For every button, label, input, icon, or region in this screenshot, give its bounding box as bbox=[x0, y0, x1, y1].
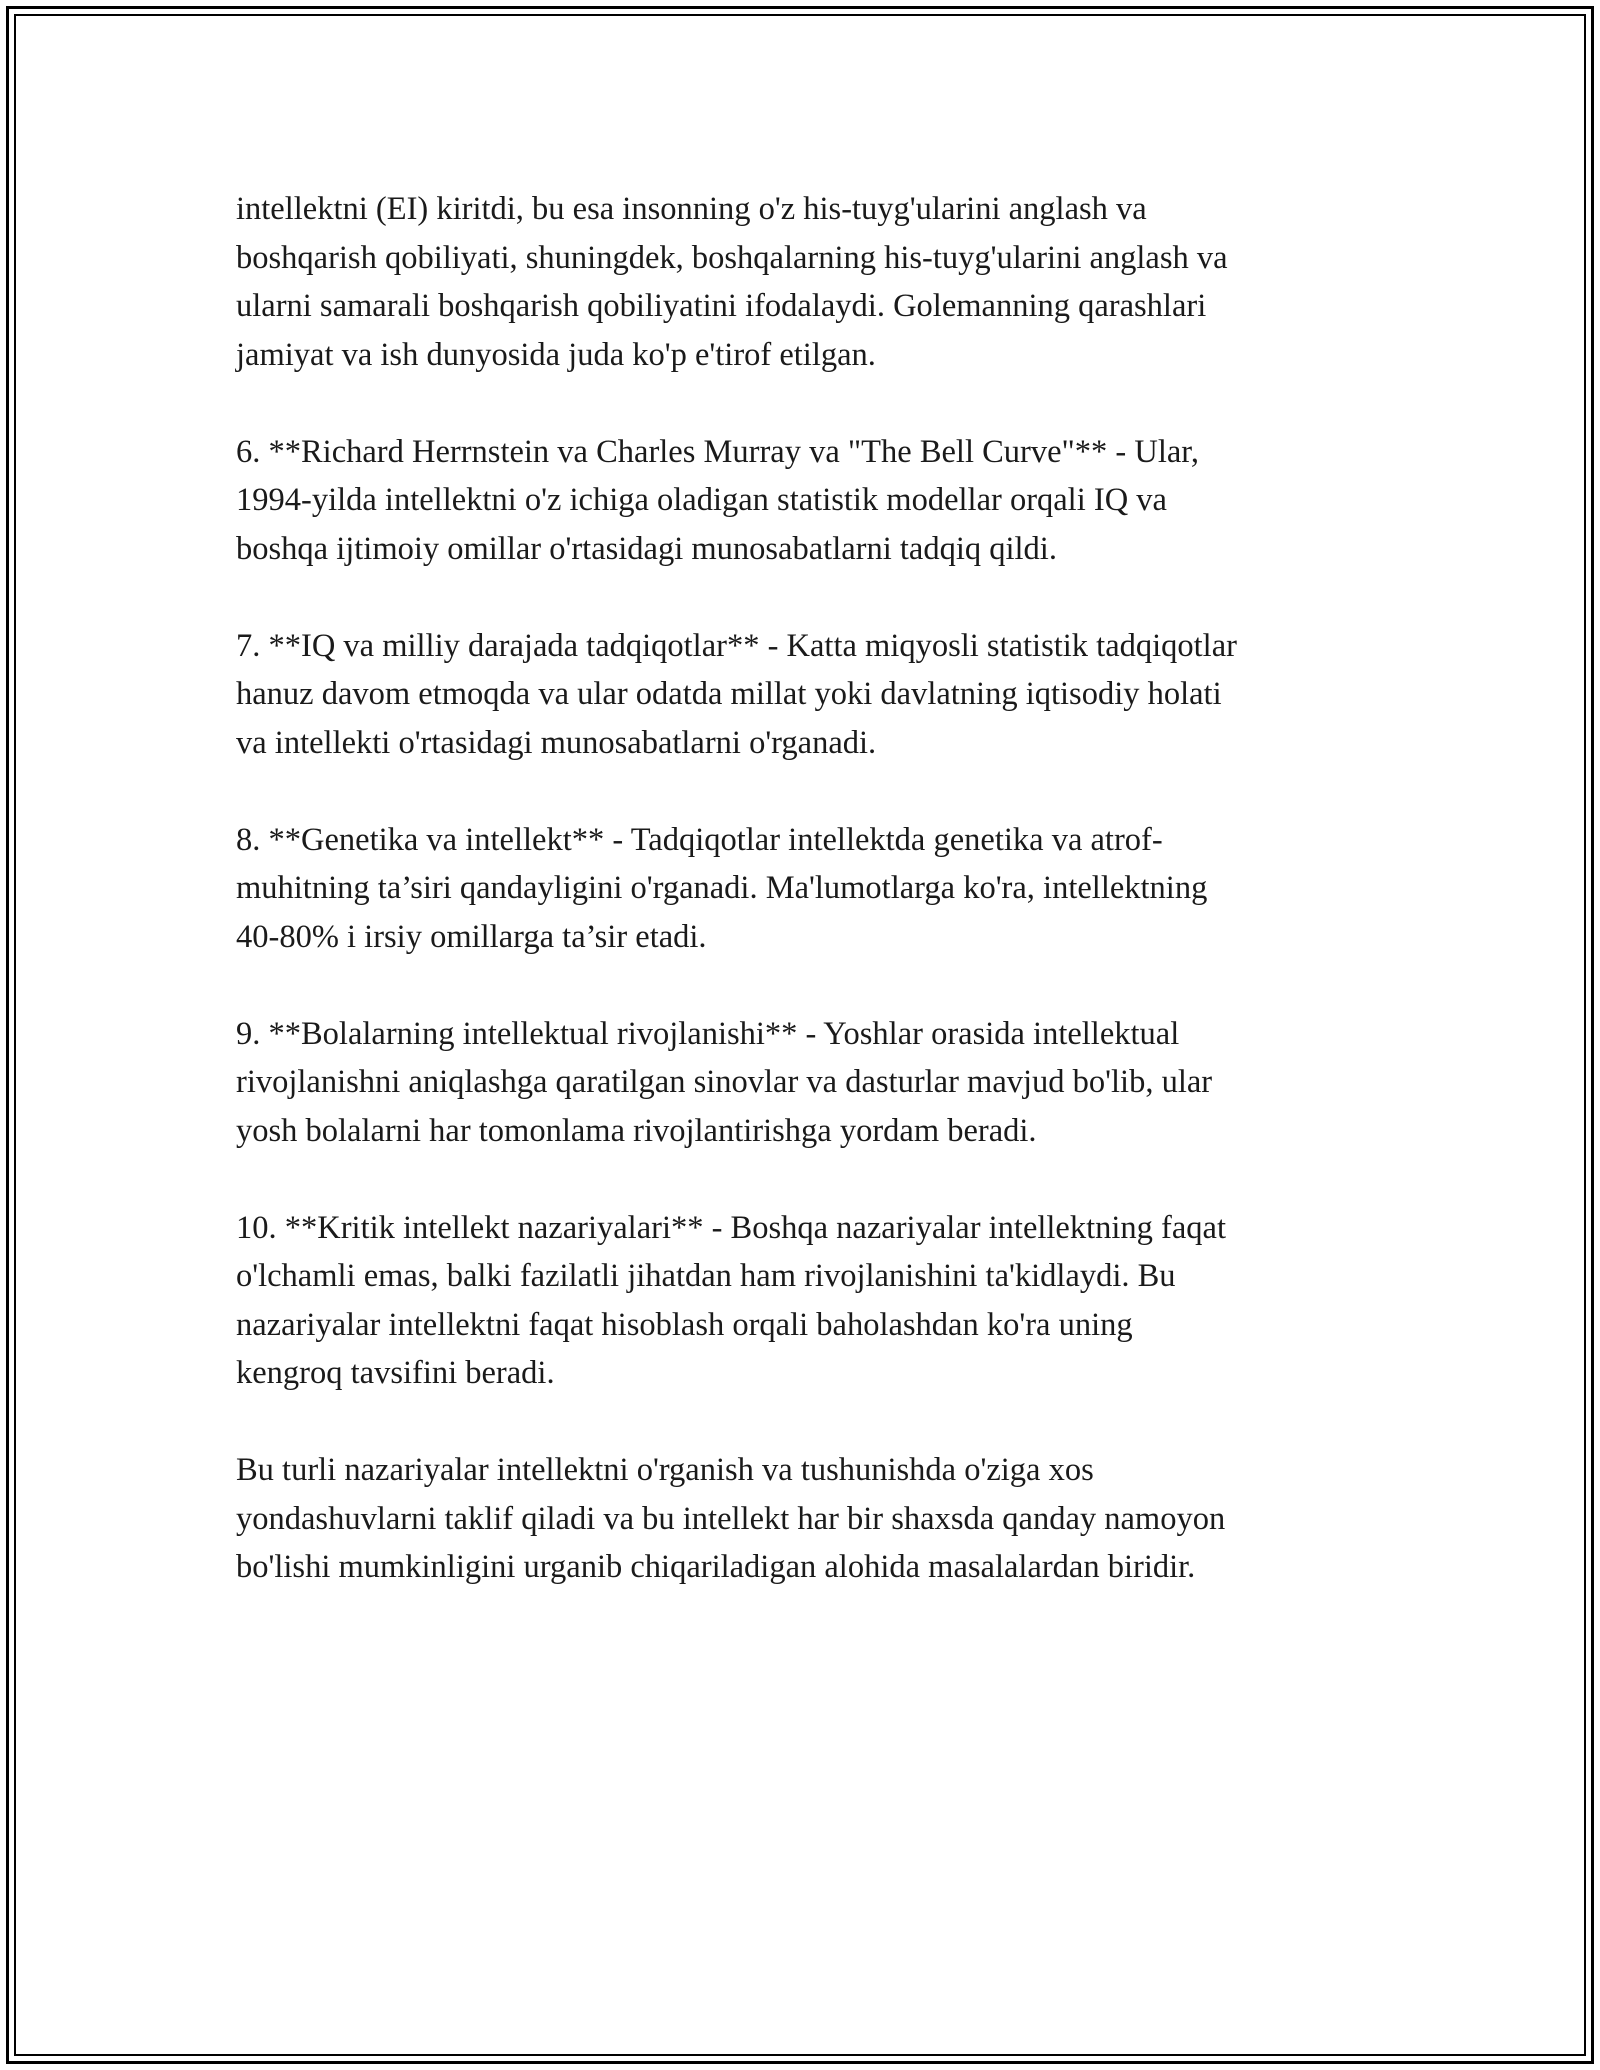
text-line: hanuz davom etmoqda va ular odatda millat yoki davlatning iqtisodiy holati bbox=[236, 676, 1222, 712]
text-line: nazariyalar intellektni faqat hisoblash orqali baholashdan ko'ra uning bbox=[236, 1306, 1133, 1343]
text-line: rivojlanishni aniqlashga qaratilgan sinovlar va dasturlar mavjud bo'lib, ular bbox=[236, 1064, 1213, 1100]
list-item-9 bbox=[236, 1010, 1396, 1156]
text-line: intellektni (EI) kiritdi, bu esa insonning o'z his-tuyg'ularini anglash va bbox=[236, 191, 1147, 227]
list-item-10 bbox=[236, 1204, 1396, 1398]
paragraph-conclusion bbox=[236, 1446, 1396, 1592]
text-line: 1994-yilda intellektni o'z ichiga oladigan statistik modellar orqali IQ va bbox=[236, 482, 1167, 518]
text-line: 10. **Kritik intellekt nazariyalari** - Boshqa nazariyalar intellektning faqat bbox=[236, 1209, 1226, 1246]
text-line: kengroq tavsifini beradi. bbox=[236, 1355, 555, 1391]
list-item-7 bbox=[236, 622, 1396, 768]
list-item-6 bbox=[236, 428, 1396, 574]
text-line: boshqarish qobiliyati, shuningdek, boshqalarning his-tuyg'ularini anglash va bbox=[236, 239, 1228, 276]
text-line: 8. **Genetika va intellekt** - Tadqiqotlar intellektda genetika va atrof- bbox=[236, 821, 1163, 858]
document-body bbox=[236, 185, 1396, 1640]
text-line: o'lchamli emas, balki fazilatli jihatdan ham rivojlanishini ta'kidlaydi. Bu bbox=[236, 1258, 1176, 1294]
list-item-8 bbox=[236, 816, 1396, 962]
text-line: boshqa ijtimoiy omillar o'rtasidagi munosabatlarni tadqiq qildi. bbox=[236, 530, 1057, 567]
text-line: yondashuvlarni taklif qiladi va bu intellekt har bir shaxsda qanday namoyon bbox=[236, 1500, 1226, 1537]
text-line: 6. **Richard Herrnstein va Charles Murray va "The Bell Curve"** - Ular, bbox=[236, 433, 1199, 470]
text-line: 9. **Bolalarning intellektual rivojlanishi** - Yoshlar orasida intellektual bbox=[236, 1015, 1180, 1052]
text-line: ularni samarali boshqarish qobiliyatini ifodalaydi. Golemanning qarashlari bbox=[236, 288, 1207, 324]
text-line: 40-80% i irsiy omillarga ta’sir etadi. bbox=[236, 918, 707, 955]
text-line: jamiyat va ish dunyosida juda ko'p e'tirof etilgan. bbox=[236, 336, 876, 373]
paragraph-ei-intro bbox=[236, 185, 1396, 379]
text-line: 7. **IQ va milliy darajada tadqiqotlar** - Katta miqyosli statistik tadqiqotlar bbox=[236, 627, 1237, 664]
text-line: va intellekti o'rtasidagi munosabatlarni o'rganadi. bbox=[236, 724, 877, 761]
text-line: Bu turli nazariyalar intellektni o'rganish va tushunishda o'ziga xos bbox=[236, 1452, 1094, 1488]
text-line: yosh bolalarni har tomonlama rivojlantirishga yordam beradi. bbox=[236, 1112, 1037, 1149]
text-line: bo'lishi mumkinligini urganib chiqariladigan alohida masalalardan biridir. bbox=[236, 1549, 1196, 1585]
text-line: muhitning ta’siri qandayligini o'rganadi. Ma'lumotlarga ko'ra, intellektning bbox=[236, 870, 1208, 906]
